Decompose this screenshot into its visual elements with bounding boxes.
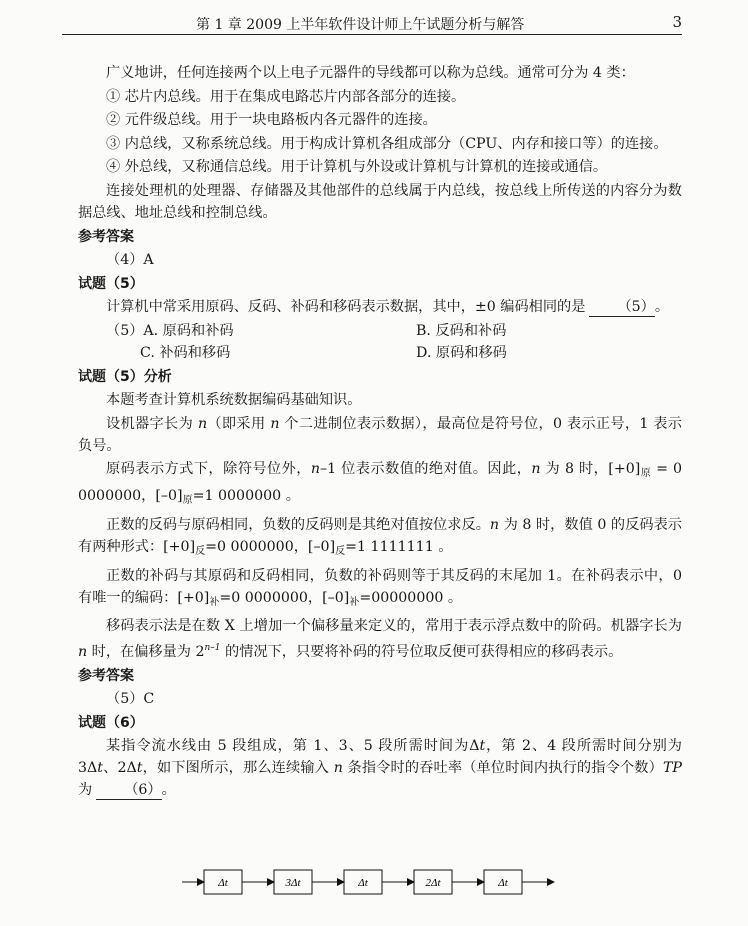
- option-d: D. 原码和移码: [416, 344, 507, 361]
- text-run: =0 0000000，[–0]: [205, 538, 336, 555]
- question-5-stem-end: 。: [654, 299, 670, 316]
- answer-4-heading: 参考答案: [78, 228, 134, 245]
- var-n: n: [333, 760, 343, 777]
- bus-item-4: ④ 外总线，又称通信总线。用于计算机与外设或计算机与计算机的连接或通信。: [106, 159, 608, 176]
- subscript-bu: 补: [209, 596, 220, 608]
- text-run: 原码表示方式下，除符号位外，: [106, 461, 311, 478]
- var-n: n: [489, 516, 500, 533]
- text-run: =1 1111111 。: [345, 538, 453, 555]
- pipeline-stage-label: 3Δt: [285, 877, 301, 889]
- pipeline-diagram: [182, 862, 542, 902]
- page-content: [78, 62, 682, 803]
- analysis-5-p1: 本题考查计算机系统数据编码基础知识。: [106, 392, 362, 409]
- var-n: n: [270, 415, 280, 432]
- text-run: 设机器字长为: [106, 415, 198, 432]
- page-number: 3: [672, 13, 682, 31]
- text-run: ，如下图所示，那么连续输入: [142, 760, 334, 777]
- analysis-5-p6: [78, 615, 682, 663]
- var-n: n: [78, 644, 88, 661]
- text-run: 条指令时的吞吐率（单位时间内执行的指令个数）: [342, 760, 663, 777]
- question-5-options: [78, 320, 682, 364]
- bus-item-1: ① 芯片内总线。用于在集成电路芯片内部各部分的连接。: [106, 88, 466, 105]
- bus-item-3: ③ 内总线，又称系统总线。用于构成计算机各组成部分（CPU、内存和接口等）的连接。: [106, 135, 668, 152]
- pipeline-svg: [182, 862, 542, 902]
- answer-4-text: （4）A: [106, 252, 154, 269]
- analysis-5-heading: 试题（5）分析: [78, 368, 172, 385]
- text-run: 时，在偏移量为 2: [87, 644, 205, 661]
- option-c: C. 补码和移码: [140, 344, 231, 361]
- text-run: （即采用: [207, 415, 271, 432]
- superscript-exponent: n–1: [204, 643, 221, 654]
- page-header: [62, 10, 682, 35]
- question-6-stem-end: 。: [161, 782, 176, 799]
- subscript-yuan: 原: [640, 468, 652, 480]
- text-run: 为: [78, 782, 93, 799]
- var-t: t: [97, 760, 103, 777]
- header-title: 第 1 章 2009 上半年软件设计师上午试题分析与解答: [196, 17, 525, 33]
- question-5-stem: [78, 296, 682, 318]
- question-5-blank: （5）: [589, 298, 654, 317]
- text-run: 为 8 时，数值 0 的反码表示有两种形式：[+0]: [78, 516, 682, 555]
- pipeline-stage-label: Δt: [498, 877, 508, 889]
- question-5-heading: 试题（5）: [78, 275, 144, 292]
- text-run: 移码表示法是在数 X 上增加一个偏移量来定义的，常用于表示浮点数中的阶码。机器字长为: [106, 618, 682, 635]
- bus-item-2: ② 元件级总线。用于一块电路板内各元器件的连接。: [106, 112, 437, 129]
- text-run: = 0 0000000，[–0]: [78, 461, 682, 505]
- var-n: n: [310, 461, 321, 478]
- pipeline-stage-label: Δt: [358, 877, 368, 889]
- answer-5-text: （5）C: [106, 691, 155, 708]
- text-run: =0 0000000，[–0]: [219, 589, 350, 606]
- subscript-yuan: 原: [182, 495, 193, 507]
- text-run: ，第 2、4 段所需时间分别为 3Δ: [78, 738, 682, 777]
- question-5-stem-text: 计算机中常采用原码、反码、补码和移码表示数据，其中，±0 编码相同的是: [106, 299, 586, 316]
- bus-conclusion: 连接处理机的处理器、存储器及其他部件的总线属于内总线，按总线上所传送的内容分为数据总线、地址总线和控制总线。: [78, 182, 682, 221]
- option-b: B. 反码和补码: [416, 322, 507, 339]
- text-run: 的情况下，只要将补码的符号位取反便可获得相应的移码表示。: [220, 644, 623, 661]
- var-tp: TP: [662, 760, 682, 777]
- question-6-stem: [78, 735, 682, 801]
- text-run: 某指令流水线由 5 段组成，第 1、3、5 段所需时间为Δ: [106, 738, 480, 755]
- question-6-heading: 试题（6）: [78, 714, 144, 731]
- text-run: 为 8 时，[+0]: [540, 461, 641, 478]
- bus-intro: 广义地讲，任何连接两个以上电子元器件的导线都可以称为总线。通常可分为 4 类：: [106, 65, 635, 81]
- var-t: t: [136, 760, 143, 777]
- text-run: =00000000 。: [359, 589, 463, 606]
- option-a: （5）A. 原码和补码: [106, 322, 234, 339]
- subscript-bu: 补: [349, 596, 360, 608]
- text-run: 正数的反码与原码相同，负数的反码则是其绝对值按位求反。: [106, 516, 490, 533]
- text-run: =1 0000000 。: [192, 488, 300, 505]
- text-run: 、2Δ: [102, 760, 137, 777]
- subscript-fan: 反: [195, 545, 206, 557]
- analysis-5-p4: [78, 514, 682, 563]
- answer-5-heading: 参考答案: [78, 667, 134, 684]
- analysis-5-p2: [78, 413, 682, 457]
- text-run: 个二进制位表示数据），最高位是符号位，0 表示正号，1 表示负号。: [78, 415, 682, 454]
- text-run: –1 位表示数值的绝对值。因此，: [320, 461, 532, 478]
- var-n: n: [531, 461, 541, 478]
- pipeline-stage-label: 2Δt: [425, 877, 441, 889]
- var-t: t: [479, 738, 486, 755]
- subscript-fan: 反: [335, 545, 346, 557]
- analysis-5-p3: [78, 458, 682, 512]
- analysis-5-p5: [78, 565, 682, 614]
- text-run: 正数的补码与其原码和反码相同，负数的补码则等于其反码的末尾加 1。在补码表示中，0 有唯一的编码：[+0]: [78, 567, 682, 606]
- pipeline-stage-label: Δt: [218, 877, 228, 889]
- var-n: n: [197, 415, 208, 432]
- question-6-blank: （6）: [96, 781, 161, 800]
